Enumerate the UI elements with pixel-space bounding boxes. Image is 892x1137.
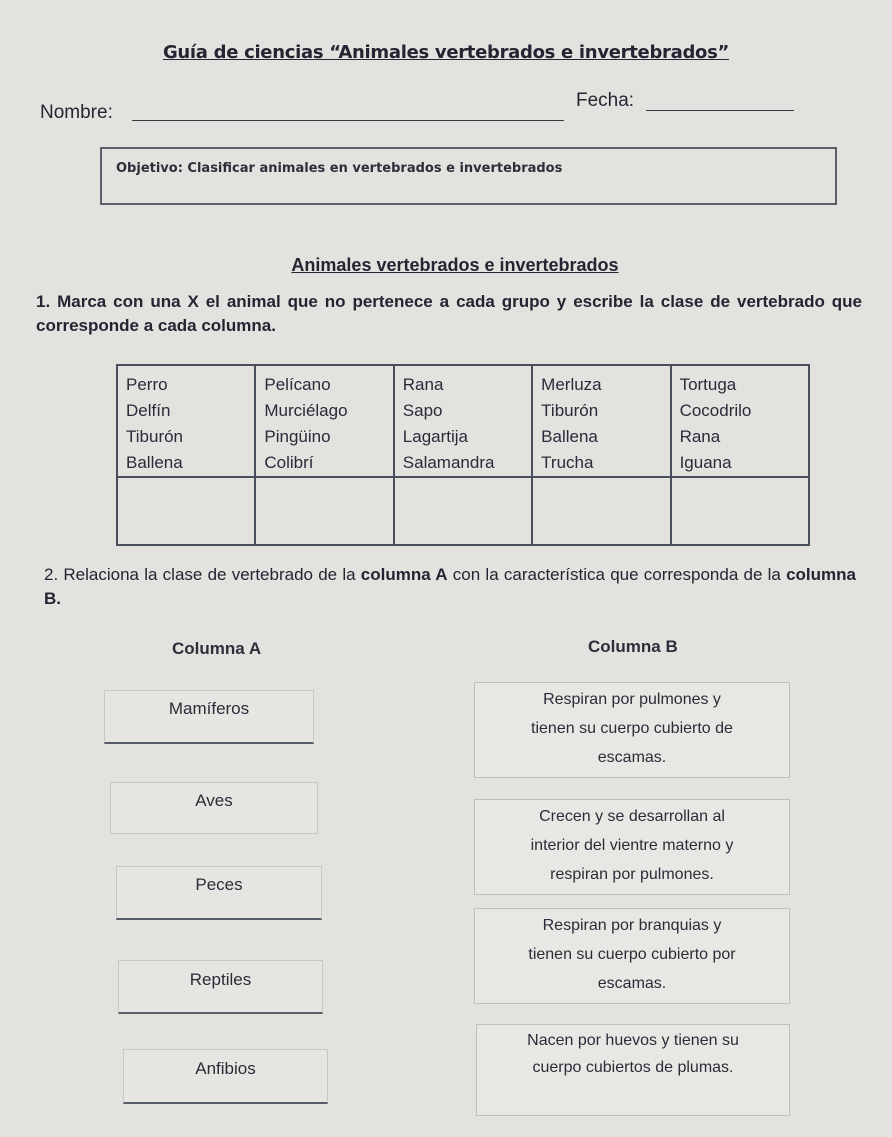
animal-group-cell[interactable] [532, 365, 670, 477]
column-b-line: respiran por pulmones. [550, 866, 714, 883]
animal-name: Delfín [126, 401, 171, 420]
animal-name: Ballena [126, 453, 183, 472]
column-b-line: escamas. [597, 975, 667, 992]
animal-name: Sapo [402, 401, 443, 420]
answer-cell[interactable] [532, 477, 670, 545]
column-b-line: Nacen por huevos y tienen su [527, 1032, 739, 1049]
animal-name: Pingüino [264, 427, 331, 446]
name-field-line[interactable] [132, 120, 564, 121]
column-b-line: interior del vientre materno y [530, 837, 734, 854]
animal-name: Pelícano [264, 375, 331, 394]
column-a-label: Reptiles [189, 970, 252, 989]
column-b-item[interactable] [476, 1024, 790, 1116]
question-1-text: 1. Marca con una X el animal que no pertenece a cada grupo y escribe la clase de vertebrado que corresponde a cada columna. [36, 292, 862, 335]
animal-name: Murciélago [264, 401, 348, 420]
animal-group-cell[interactable] [671, 365, 809, 477]
section-title: Animales vertebrados e invertebrados [291, 255, 619, 275]
column-b-line: escamas. [597, 749, 667, 766]
column-b-line: cuerpo cubiertos de plumas. [532, 1059, 734, 1076]
animal-groups-table [116, 364, 810, 546]
answer-cell[interactable] [117, 477, 255, 545]
column-a-ref: columna A [360, 565, 448, 584]
column-a-item[interactable] [104, 690, 314, 744]
column-b-line: Respiran por branquias y [542, 917, 722, 934]
animal-name: Rana [679, 427, 721, 446]
animal-name: Iguana [679, 453, 732, 472]
column-a-label: Aves [195, 791, 233, 810]
answer-cell[interactable] [255, 477, 393, 545]
column-a-item[interactable] [123, 1049, 328, 1104]
animal-group-cell[interactable] [255, 365, 393, 477]
date-field-line[interactable] [646, 110, 794, 111]
column-b-line: tienen su cuerpo cubierto de [531, 720, 733, 737]
column-b-item[interactable] [474, 799, 790, 895]
column-a-label: Anfibios [195, 1059, 256, 1078]
animal-name: Merluza [541, 375, 602, 394]
animal-group-cell[interactable] [117, 365, 255, 477]
animal-name: Cocodrilo [679, 401, 752, 420]
animal-name: Salamandra [402, 453, 495, 472]
animal-name: Lagartija [402, 427, 468, 446]
column-b-line: Respiran por pulmones y [543, 691, 721, 708]
column-a-title: Columna A [172, 639, 262, 658]
column-b-title: Columna B [588, 637, 678, 656]
animal-name: Tiburón [126, 427, 184, 446]
objective-text: Objetivo: Clasificar animales en vertebrados e invertebrados [116, 161, 563, 176]
column-b-item[interactable] [474, 682, 790, 778]
question-2-instruction [44, 563, 856, 611]
name-label: Nombre: [40, 102, 113, 123]
objective-box [100, 147, 837, 205]
column-a-label: Mamíferos [168, 699, 250, 718]
animal-name: Ballena [541, 427, 598, 446]
date-label: Fecha: [576, 90, 635, 111]
column-a-item[interactable] [118, 960, 323, 1014]
animal-name: Perro [126, 375, 168, 394]
animal-name: Colibrí [264, 453, 314, 472]
column-a-item[interactable] [116, 866, 322, 920]
animal-name: Tortuga [679, 375, 737, 394]
answer-cell[interactable] [671, 477, 809, 545]
column-a-label: Peces [195, 875, 243, 894]
animal-name: Rana [402, 375, 444, 394]
column-b-line: tienen su cuerpo cubierto por [528, 946, 736, 963]
question-2-text-mid: con la característica que corresponda de la [447, 565, 787, 584]
column-b-item[interactable] [474, 908, 790, 1004]
column-a-item[interactable] [110, 782, 318, 834]
answer-cell[interactable] [394, 477, 532, 545]
column-b-ref: columna B. [44, 565, 856, 608]
animal-name: Trucha [541, 453, 594, 472]
question-1-instruction [36, 290, 862, 338]
animal-group-cell[interactable] [394, 365, 532, 477]
question-2-text-start: 2. Relaciona la clase de vertebrado de la [44, 565, 361, 584]
animal-name: Tiburón [541, 401, 599, 420]
worksheet-title: Guía de ciencias “Animales vertebrados e invertebrados” [162, 42, 730, 63]
column-b-line: Crecen y se desarrollan al [539, 808, 725, 825]
